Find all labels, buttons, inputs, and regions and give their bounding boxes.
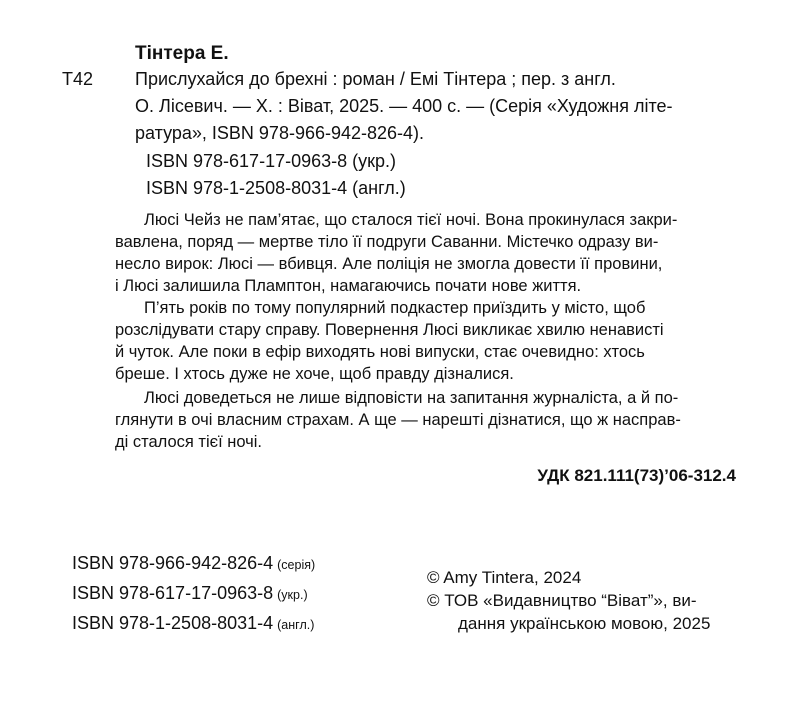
catalog-description-line: ратура», ISBN 978-966-942-826-4).: [135, 123, 425, 143]
bottom-isbn-number: ISBN 978-1-2508-8031-4: [72, 613, 274, 633]
copyright-line: © ТОВ «Видавництво “Віват”», ви-: [427, 591, 697, 610]
bottom-isbn-number: ISBN 978-617-17-0963-8: [72, 583, 274, 603]
copyright-line: © Amy Tintera, 2024: [427, 568, 582, 587]
bottom-isbn: [72, 583, 308, 604]
catalog-isbn: ISBN 978-1-2508-8031-4 (англ.): [146, 178, 406, 198]
catalog-description-line: О. Лісевич. — Х. : Віват, 2025. — 400 с. — (Серія «Художня літе-: [135, 96, 673, 116]
annotation-line: розслідувати стару справу. Повернення Люсі викликає хвилю ненависті: [115, 321, 664, 339]
annotation-line: бреше. І хтось дуже не хоче, щоб правду дізналися.: [115, 365, 514, 383]
catalog-code: Т42: [62, 69, 94, 89]
bottom-isbn-note: (укр.): [277, 588, 308, 602]
catalog-author: Тінтера Е.: [135, 43, 229, 64]
annotation-line: вавлена, поряд — мертве тіло її подруги Саванни. Містечко одразу ви-: [115, 233, 659, 251]
catalog-isbn: ISBN 978-617-17-0963-8 (укр.): [146, 151, 397, 171]
annotation-line: несло вирок: Люсі — вбивця. Але поліція не змогла довести її провини,: [115, 255, 663, 273]
bottom-isbn: [72, 553, 315, 574]
udk-code: УДК 821.111(73)’06-312.4: [537, 466, 736, 485]
catalog-description-line: Прислухайся до брехні : роман / Емі Тінтера ; пер. з англ.: [135, 69, 616, 89]
annotation-line: й чуток. Але поки в ефір виходять нові випуски, стає очевидно: хтось: [115, 343, 645, 361]
annotation-line: ді сталося тієї ночі.: [115, 433, 263, 451]
annotation-line: глянути в очі власним страхам. А ще — нарешті дізнатися, що ж насправ-: [115, 411, 681, 429]
bottom-isbn-number: ISBN 978-966-942-826-4: [72, 553, 274, 573]
bottom-isbn-note: (англ.): [277, 618, 315, 632]
bottom-isbn: [72, 613, 314, 634]
copyright-line: дання українською мовою, 2025: [458, 614, 711, 633]
annotation-line: Люсі доведеться не лише відповісти на запитання журналіста, а й по-: [144, 389, 679, 407]
bottom-isbn-note: (серія): [277, 558, 316, 572]
annotation-line: П’ять років по тому популярний подкастер приїздить у місто, щоб: [144, 299, 646, 317]
annotation-line: Люсі Чейз не пам’ятає, що сталося тієї ночі. Вона прокинулася закри-: [144, 211, 678, 229]
annotation-line: і Люсі залишила Пламптон, намагаючись почати нове життя.: [115, 277, 582, 295]
